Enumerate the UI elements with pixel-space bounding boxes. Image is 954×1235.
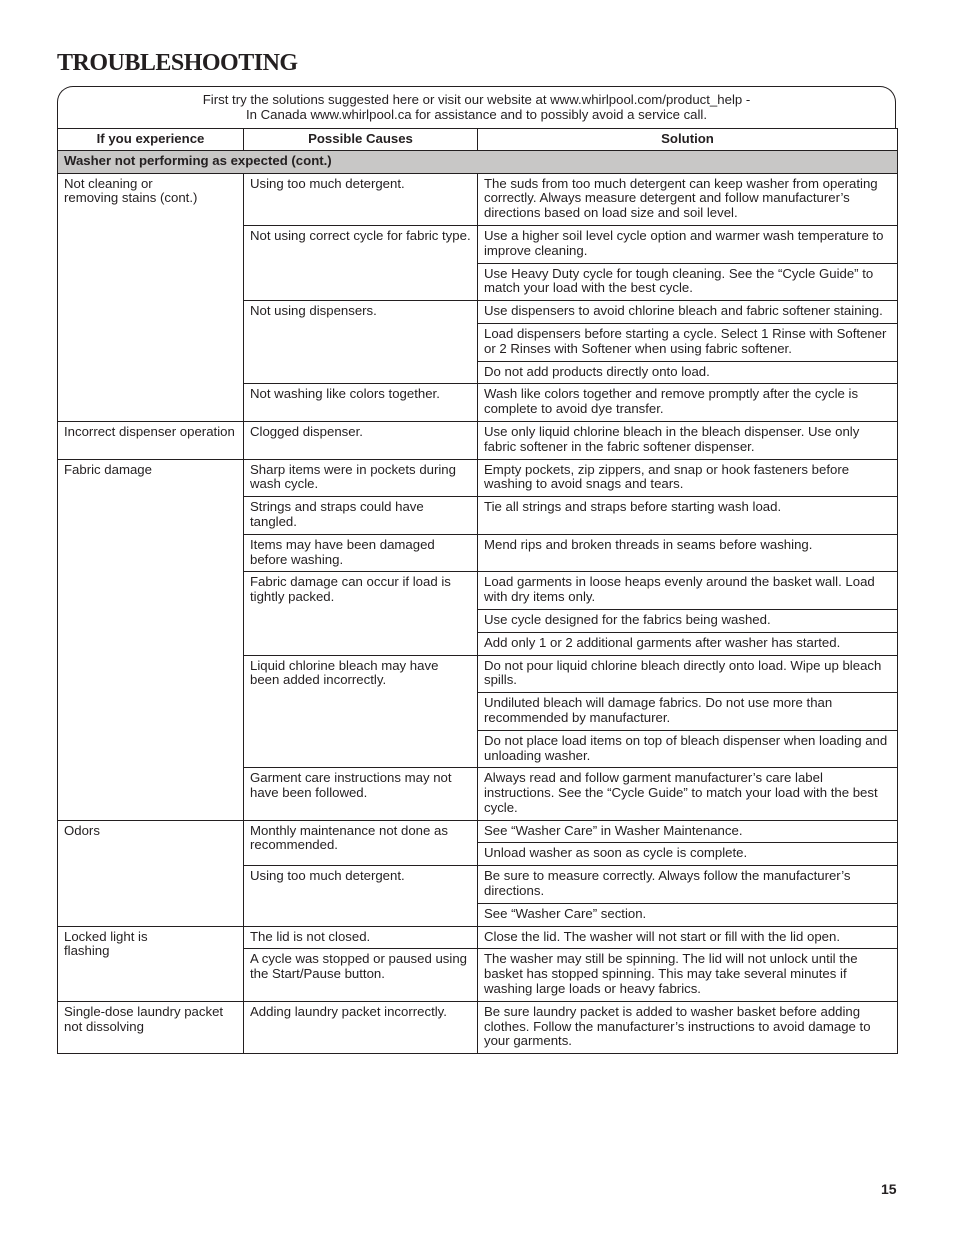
solution-cell: See “Washer Care” in Washer Maintenance. xyxy=(478,820,898,843)
solution-cell: Be sure to measure correctly. Always follow the manufacturer’s directions. xyxy=(478,866,898,904)
solution-cell: Tie all strings and straps before starting wash load. xyxy=(478,497,898,535)
table-header-row xyxy=(58,129,898,151)
intro-box xyxy=(57,86,896,129)
solution-cell: Use a higher soil level cycle option and warmer wash temperature to improve cleaning. xyxy=(478,225,898,263)
cause-cell: A cycle was stopped or paused using the Start/Pause button. xyxy=(244,949,478,1001)
table-row xyxy=(58,173,898,225)
intro-line-2: In Canada www.whirlpool.ca for assistance and to possibly avoid a service call. xyxy=(245,107,708,122)
solution-cell: Use cycle designed for the fabrics being washed. xyxy=(478,609,898,632)
page-number: 15 xyxy=(881,1181,897,1197)
solution-cell: Empty pockets, zip zippers, and snap or hook fasteners before washing to avoid snags and tears. xyxy=(478,459,898,497)
table-row xyxy=(58,459,898,497)
solution-cell: Undiluted bleach will damage fabrics. Do not use more than recommended by manufacturer. xyxy=(478,693,898,731)
solution-cell: Load dispensers before starting a cycle. Select 1 Rinse with Softener or 2 Rinses with Softener when using fabric softener. xyxy=(478,323,898,361)
issue-cell: Single-dose laundry packet not dissolving xyxy=(58,1001,244,1053)
solution-cell: Do not place load items on top of bleach dispenser when loading and unloading washer. xyxy=(478,730,898,768)
solution-cell: Mend rips and broken threads in seams before washing. xyxy=(478,534,898,572)
cause-cell: Garment care instructions may not have been followed. xyxy=(244,768,478,820)
cause-cell: Clogged dispenser. xyxy=(244,421,478,459)
page-title: TROUBLESHOOTING xyxy=(57,50,298,76)
cause-cell: Not using dispensers. xyxy=(244,301,478,384)
cause-cell: Using too much detergent. xyxy=(244,866,478,926)
solution-cell: Be sure laundry packet is added to washer basket before adding clothes. Follow the manufacturer’s instructions to avoid damage to your garments. xyxy=(478,1001,898,1053)
issue-cell: Fabric damage xyxy=(58,459,244,820)
header-solution: Solution xyxy=(478,129,898,151)
cause-cell: Items may have been damaged before washing. xyxy=(244,534,478,572)
header-if-you-experience: If you experience xyxy=(58,129,244,151)
solution-cell: The suds from too much detergent can keep washer from operating correctly. Always measure detergent and follow manufacturer’s directions based on load size and soil level. xyxy=(478,173,898,225)
troubleshooting-table xyxy=(57,128,898,1054)
cause-cell: Adding laundry packet incorrectly. xyxy=(244,1001,478,1053)
solution-cell: Add only 1 or 2 additional garments after washer has started. xyxy=(478,632,898,655)
solution-cell: Use dispensers to avoid chlorine bleach and fabric softener staining. xyxy=(478,301,898,324)
cause-cell: Sharp items were in pockets during wash cycle. xyxy=(244,459,478,497)
issue-cell: Locked light is flashing xyxy=(58,926,244,1001)
solution-cell: Use only liquid chlorine bleach in the bleach dispenser. Use only fabric softener in the fabric softener dispenser. xyxy=(478,421,898,459)
issue-cell: Incorrect dispenser operation xyxy=(58,421,244,459)
intro-line-1: First try the solutions suggested here or visit our website at www.whirlpool.com/product_help - xyxy=(202,92,751,107)
issue-cell: Odors xyxy=(58,820,244,926)
cause-cell: The lid is not closed. xyxy=(244,926,478,949)
solution-cell: Do not pour liquid chlorine bleach directly onto load. Wipe up bleach spills. xyxy=(478,655,898,693)
table-row xyxy=(58,820,898,843)
section-title: Washer not performing as expected (cont.) xyxy=(58,150,898,173)
cause-cell: Liquid chlorine bleach may have been added incorrectly. xyxy=(244,655,478,768)
table-body xyxy=(58,150,898,1053)
solution-cell: The washer may still be spinning. The lid will not unlock until the basket has stopped spinning. This may take several minutes if washing large loads or heavy fabrics. xyxy=(478,949,898,1001)
solution-cell: See “Washer Care” section. xyxy=(478,903,898,926)
solution-cell: Wash like colors together and remove promptly after the cycle is complete to avoid dye transfer. xyxy=(478,384,898,422)
cause-cell: Strings and straps could have tangled. xyxy=(244,497,478,535)
solution-cell: Unload washer as soon as cycle is complete. xyxy=(478,843,898,866)
cause-cell: Not washing like colors together. xyxy=(244,384,478,422)
table-row xyxy=(58,421,898,459)
issue-cell: Not cleaning or removing stains (cont.) xyxy=(58,173,244,421)
table-row xyxy=(58,1001,898,1053)
solution-cell: Use Heavy Duty cycle for tough cleaning. See the “Cycle Guide” to match your load with the best cycle. xyxy=(478,263,898,301)
solution-cell: Do not add products directly onto load. xyxy=(478,361,898,384)
solution-cell: Close the lid. The washer will not start or fill with the lid open. xyxy=(478,926,898,949)
solution-cell: Load garments in loose heaps evenly around the basket wall. Load with dry items only. xyxy=(478,572,898,610)
solution-cell: Always read and follow garment manufacturer’s care label instructions. See the “Cycle Guide” to match your load with the best cycle. xyxy=(478,768,898,820)
cause-cell: Using too much detergent. xyxy=(244,173,478,225)
section-row xyxy=(58,150,898,173)
header-possible-causes: Possible Causes xyxy=(244,129,478,151)
cause-cell: Not using correct cycle for fabric type. xyxy=(244,225,478,300)
cause-cell: Fabric damage can occur if load is tightly packed. xyxy=(244,572,478,655)
cause-cell: Monthly maintenance not done as recommended. xyxy=(244,820,478,866)
table-row xyxy=(58,926,898,949)
